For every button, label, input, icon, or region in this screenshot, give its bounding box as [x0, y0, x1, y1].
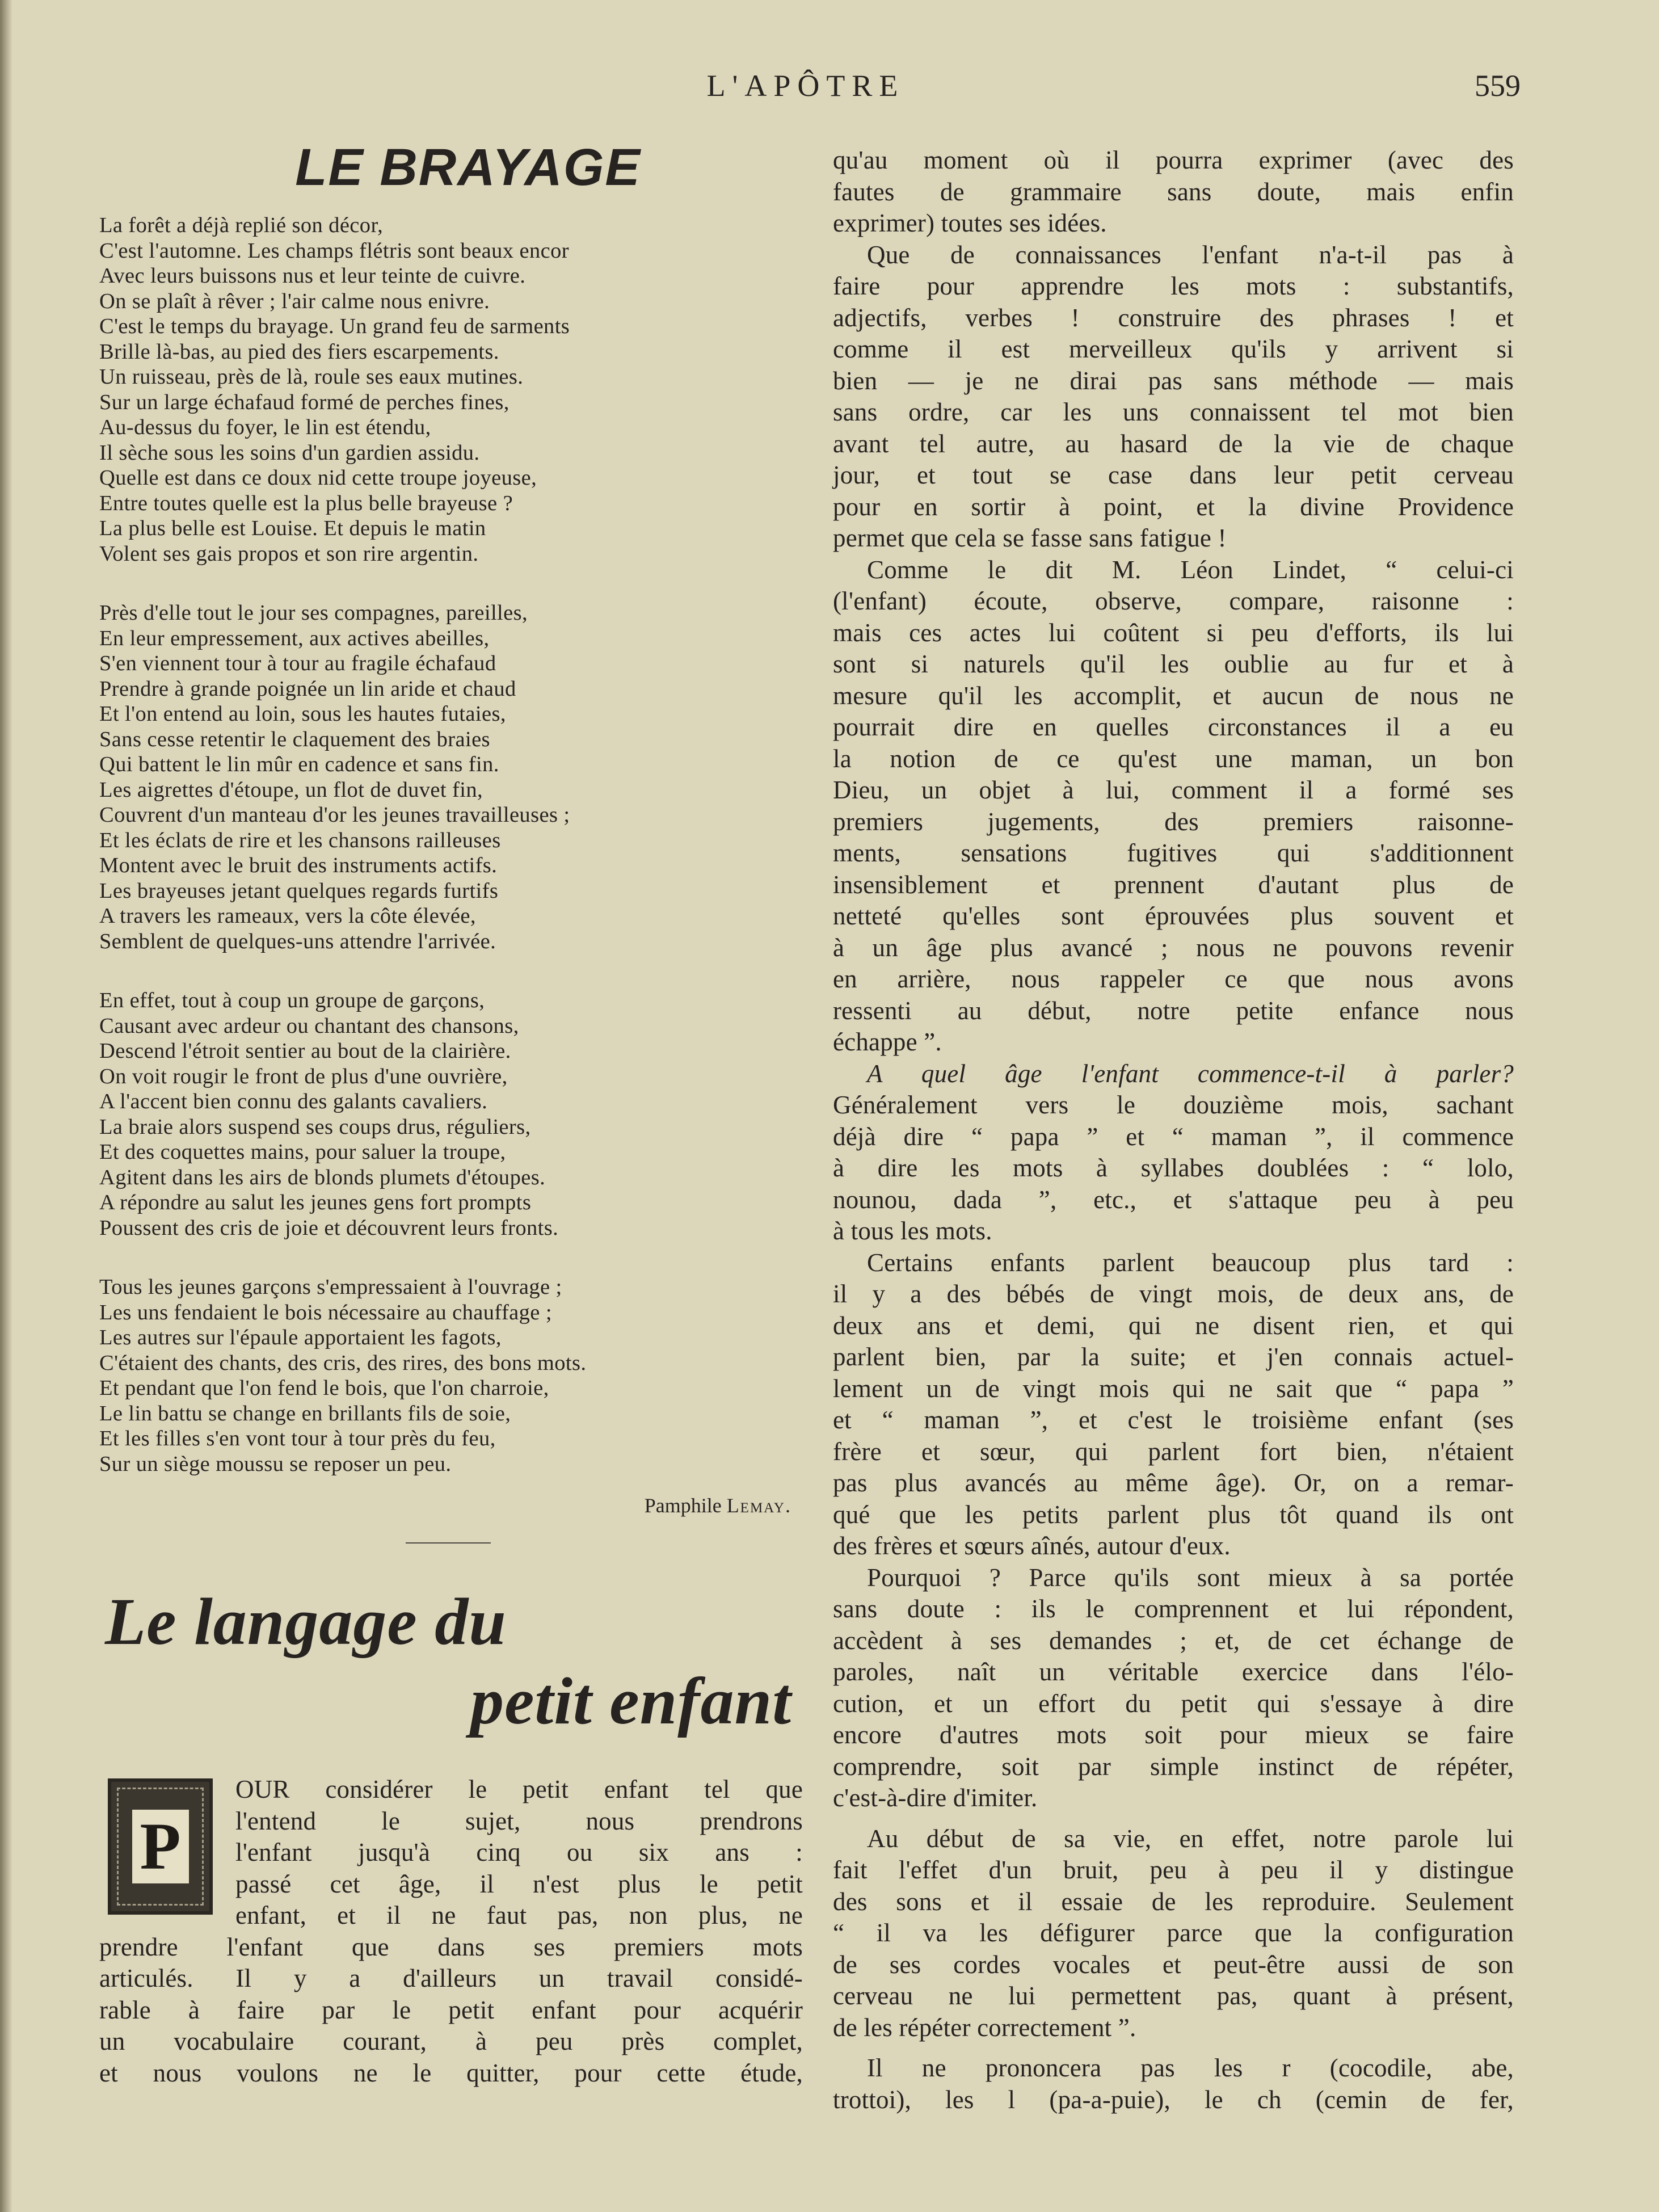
poem-verse: Quelle est dans ce doux nid cette troupe joyeuse,	[99, 466, 537, 490]
author-last-name: Lemay.	[726, 1494, 791, 1517]
poem-verse: Il sèche sous les soins d'un gardien assidu.	[99, 440, 480, 465]
poem-verse: A travers les rameaux, vers la côte élevée,	[99, 904, 476, 928]
article-line: prendre l'enfant que dans ses premiers mots	[99, 1932, 803, 1961]
page-number: 559	[1475, 69, 1521, 103]
article-line: frère et sœur, qui parlent fort bien, n'étaient	[833, 1437, 1514, 1466]
article-line: à un âge plus avancé ; nous ne pouvons revenir	[833, 933, 1514, 962]
page-binding-edge	[0, 0, 12, 2212]
article-line: déjà dire “ papa ” et “ maman ”, il commence	[833, 1122, 1514, 1151]
article-paragraph	[833, 2053, 1514, 2116]
poem-verse: Les autres sur l'épaule apportaient les fagots,	[99, 1326, 502, 1349]
poem-verse: Prendre à grande poignée un lin aride et chaud	[99, 676, 516, 701]
article-line: parlent bien, par la suite; et j'en connais actuel-	[833, 1343, 1514, 1371]
article-line: Il ne prononcera pas les r (cocodile, abe,	[867, 2054, 1514, 2082]
poem-verse: Descend l'étroit sentier au bout de la clairière.	[99, 1039, 511, 1063]
poem-verse: Avec leurs buissons nus et leur teinte de cuivre.	[99, 264, 526, 288]
article-line: faire pour apprendre les mots : substantifs,	[833, 272, 1514, 300]
poem-verse: Causant avec ardeur ou chantant des chansons,	[99, 1014, 519, 1038]
poem-verse: Tous les jeunes garçons s'empressaient à l'ouvrage ;	[99, 1275, 562, 1299]
article-line: qué que les petits parlent plus tôt quand ils ont	[833, 1500, 1514, 1529]
article-line: insensiblement et prennent d'autant plus de	[833, 870, 1514, 899]
article-line: sont si naturels qu'il les oublie au fur et à	[833, 650, 1514, 678]
dropcap-ornament	[108, 1778, 213, 1915]
article-line: échappe ”.	[833, 1028, 942, 1056]
article-line: sans doute : ils le comprennent et lui répondent,	[833, 1595, 1514, 1623]
article-title-line-2: petit enfant	[470, 1664, 791, 1738]
article-title-line-1: Le langage du	[105, 1584, 507, 1659]
article-line: accèdent à ses demandes ; et, de cet échange de	[833, 1626, 1514, 1655]
article-line: et “ maman ”, et c'est le troisième enfant (ses	[833, 1406, 1514, 1434]
article-line: rable à faire par le petit enfant pour acquérir	[99, 1995, 803, 2024]
poem-verse: Le lin battu se change en brillants fils de soie,	[99, 1401, 511, 1425]
poem-verse: C'est l'automne. Les champs flétris sont beaux encor	[99, 238, 569, 263]
article-line: Au début de sa vie, en effet, notre parole lui	[867, 1824, 1514, 1853]
poem-verse: Et des coquettes mains, pour saluer la troupe,	[99, 1140, 506, 1164]
article-line: enfant, et il ne faut pas, non plus, ne	[235, 1901, 803, 1929]
article-line: comme il est merveilleux qu'ils y arrivent si	[833, 335, 1514, 363]
article-line: A quel âge l'enfant commence-t-il à parler?	[867, 1059, 1514, 1088]
poem-verse: En leur empressement, aux actives abeilles,	[99, 626, 490, 650]
article-line: deux ans et demi, qui ne disent rien, et qui	[833, 1311, 1514, 1340]
article-paragraph	[833, 1058, 1514, 1247]
poem-verse: Entre toutes quelle est la plus belle brayeuse ?	[99, 491, 513, 515]
article-line: comprendre, soit par simple instinct de répéter,	[833, 1752, 1514, 1781]
article-line: “ il va les défigurer parce que la configuration	[833, 1919, 1514, 1947]
article-line: Que de connaissances l'enfant n'a-t-il pas à	[867, 240, 1514, 269]
poem-verse: Semblent de quelques-uns attendre l'arrivée.	[99, 929, 496, 953]
poem-verse: Couvrent d'un manteau d'or les jeunes travailleuses ;	[99, 803, 570, 827]
poem-title: LE BRAYAGE	[295, 138, 641, 196]
poem-verse: Brille là-bas, au pied des fiers escarpements.	[99, 339, 499, 364]
article-line: cution, et un effort du petit qui s'essaye à dire	[833, 1689, 1514, 1718]
poem-verse: C'étaient des chants, des cris, des rires, des bons mots.	[99, 1351, 587, 1375]
article-line: Généralement vers le douzième mois, sachant	[833, 1091, 1514, 1119]
section-divider	[406, 1542, 491, 1544]
poem-verse: Qui battent le lin mûr en cadence et sans fin.	[99, 752, 499, 776]
poem-verse: Sans cesse retentir le claquement des braies	[99, 727, 490, 751]
article-paragraph	[833, 1247, 1514, 1562]
article-line: à dire les mots à syllabes doublées : “ lolo,	[833, 1154, 1514, 1182]
article-line: la notion de ce qu'est une maman, un bon	[833, 744, 1514, 773]
poem-verse: On voit rougir le front de plus d'une ouvrière,	[99, 1064, 508, 1088]
poem-stanza	[99, 1275, 803, 1477]
article-line: pour en sortir à point, et la divine Providence	[833, 492, 1514, 521]
article-line: avant tel autre, au hasard de la vie de chaque	[833, 429, 1514, 458]
poem-verse: Les brayeuses jetant quelques regards furtifs	[99, 878, 499, 903]
article-line: permet que cela se fasse sans fatigue !	[833, 524, 1227, 552]
poem-verse: Et les éclats de rire et les chansons railleuses	[99, 828, 501, 852]
poem-verse: A répondre au salut les jeunes gens fort prompts	[99, 1191, 532, 1214]
article-line: c'est-à-dire d'imiter.	[833, 1784, 1038, 1812]
article-line: articulés. Il y a d'ailleurs un travail considé-	[99, 1964, 803, 1992]
article-line: sans ordre, car les uns connaissent tel mot bien	[833, 398, 1514, 426]
poem-verse: A l'accent bien connu des galants cavaliers.	[99, 1090, 488, 1113]
article-line: Dieu, un objet à lui, comment il a formé ses	[833, 776, 1514, 804]
article-line: mesure qu'il les accomplit, et aucun de nous ne	[833, 681, 1514, 710]
article-paragraph	[833, 1562, 1514, 1814]
poem-verse: C'est le temps du brayage. Un grand feu de sarments	[99, 314, 570, 338]
poem-verse: Au-dessus du foyer, le lin est étendu,	[99, 415, 431, 439]
article-line: adjectifs, verbes ! construire des phrases ! et	[833, 303, 1514, 332]
poem-verse: La plus belle est Louise. Et depuis le matin	[99, 516, 486, 540]
poem-verse: Un ruisseau, près de là, roule ses eaux mutines.	[99, 365, 524, 389]
poem-body	[99, 213, 803, 1477]
article-line: à tous les mots.	[833, 1217, 992, 1245]
article-line: mais ces actes lui coûtent si peu d'efforts, ils lui	[833, 618, 1514, 647]
dropcap-letter: P	[132, 1810, 189, 1883]
article-line: OUR considérer le petit enfant tel que	[235, 1775, 803, 1803]
article-line: de ses cordes vocales et peut-être aussi de son	[833, 1950, 1514, 1979]
poem-verse: Et pendant que l'on fend le bois, que l'on charroie,	[99, 1376, 549, 1400]
article-line: (l'enfant) écoute, observe, compare, raisonne :	[833, 587, 1514, 615]
article-line: Comme le dit M. Léon Lindet, “ celui-ci	[867, 555, 1514, 584]
article-paragraph	[833, 1823, 1514, 2044]
poem-verse: Sur un large échafaud formé de perches fines,	[99, 390, 510, 414]
article-line: passé cet âge, il n'est plus le petit	[235, 1869, 803, 1898]
poem-verse: Volent ses gais propos et son rire argentin.	[99, 541, 479, 566]
poem-signature	[99, 1494, 803, 1522]
poem-verse: Et l'on entend au loin, sous les hautes futaies,	[99, 702, 506, 726]
article-line: il y a des bébés de vingt mois, de deux ans, de	[833, 1280, 1514, 1308]
poem-verse: La forêt a déjà replié son décor,	[99, 213, 384, 237]
article-line: et nous voulons ne le quitter, pour cette étude,	[99, 2058, 803, 2087]
author-first-name: Pamphile	[644, 1494, 722, 1517]
left-column	[99, 133, 803, 2089]
article-line: encore d'autres mots soit pour mieux se faire	[833, 1721, 1514, 1749]
poem-stanza	[99, 213, 803, 566]
article-line: un vocabulaire courant, à peu près complet,	[99, 2027, 803, 2055]
poem-verse: Et les filles s'en vont tour à tour près du feu,	[99, 1427, 496, 1450]
poem-verse: On se plaît à rêver ; l'air calme nous enivre.	[99, 289, 490, 313]
poem-verse: Sur un siège moussu se reposer un peu.	[99, 1452, 452, 1476]
article-intro	[99, 1774, 803, 2089]
poem-verse: La braie alors suspend ses coups drus, réguliers,	[99, 1115, 531, 1139]
article-line: en arrière, nous rappeler ce que nous avons	[833, 965, 1514, 993]
article-line: ressenti au début, notre petite enfance nous	[833, 996, 1514, 1025]
poem-verse: Poussent des cris de joie et découvrent leurs fronts.	[99, 1216, 559, 1240]
poem-verse: Les aigrettes d'étoupe, un flot de duvet fin,	[99, 777, 483, 802]
article-line: jour, et tout se case dans leur petit cerveau	[833, 461, 1514, 489]
article-line: Certains enfants parlent beaucoup plus tard :	[867, 1248, 1514, 1277]
poem-verse: Montent avec le bruit des instruments actifs.	[99, 853, 498, 877]
poem-verse: En effet, tout à coup un groupe de garçons,	[99, 989, 485, 1012]
article-line: fait l'effet d'un bruit, peu à peu il y distingue	[833, 1856, 1514, 1884]
article-paragraph	[833, 145, 1514, 239]
running-title: L'APÔTRE	[706, 69, 905, 103]
article-line: de les répéter correctement ”.	[833, 2013, 1136, 2042]
article-line: ments, sensations fugitives qui s'additionnent	[833, 839, 1514, 867]
article-body	[833, 145, 1514, 2116]
article-line: cerveau ne lui permettent pas, quant à présent,	[833, 1982, 1514, 2010]
article-paragraph	[833, 554, 1514, 1058]
article-line: fautes de grammaire sans doute, mais enfin	[833, 177, 1514, 206]
article-line: des sons et il essaie de les reproduire. Seulement	[833, 1887, 1514, 1916]
article-line: qu'au moment où il pourra exprimer (avec des	[833, 146, 1514, 174]
article-line: nounou, dada ”, etc., et s'attaque peu à peu	[833, 1185, 1514, 1214]
article-line: paroles, naît un véritable exercice dans l'élo-	[833, 1658, 1514, 1686]
poem-verse: S'en viennent tour à tour au fragile échafaud	[99, 651, 496, 675]
article-line: l'entend le sujet, nous prendrons	[235, 1806, 803, 1835]
article-line: trottoi), les l (pa-a-puie), le ch (cemin de fer,	[833, 2085, 1514, 2114]
right-column	[833, 145, 1514, 2116]
poem-verse: Agitent dans les airs de blonds plumets d'étoupes.	[99, 1165, 546, 1189]
poem-verse: Près d'elle tout le jour ses compagnes, pareilles,	[99, 601, 528, 625]
article-line: Pourquoi ? Parce qu'ils sont mieux à sa portée	[867, 1563, 1514, 1592]
article-line: bien — je ne dirai pas sans méthode — mais	[833, 366, 1514, 395]
article-line: exprimer) toutes ses idées.	[833, 209, 1107, 237]
article-line: l'enfant jusqu'à cinq ou six ans :	[235, 1838, 803, 1866]
poem-stanza	[99, 988, 803, 1240]
poem-stanza	[99, 600, 803, 954]
article-line: pourrait dire en quelles circonstances il a eu	[833, 713, 1514, 741]
poem-verse: Les uns fendaient le bois nécessaire au chauffage ;	[99, 1300, 552, 1324]
article-line: netteté qu'elles sont éprouvées plus souvent et	[833, 902, 1514, 930]
article-line: lement un de vingt mois qui ne sait que “ papa ”	[833, 1374, 1514, 1403]
article-line: premiers jugements, des premiers raisonne-	[833, 807, 1514, 836]
article-line: des frères et sœurs aînés, autour d'eux.	[833, 1532, 1231, 1560]
article-title	[99, 1582, 803, 1741]
article-paragraph	[833, 239, 1514, 554]
article-line: pas plus avancés au même âge). Or, on a remar-	[833, 1469, 1514, 1497]
